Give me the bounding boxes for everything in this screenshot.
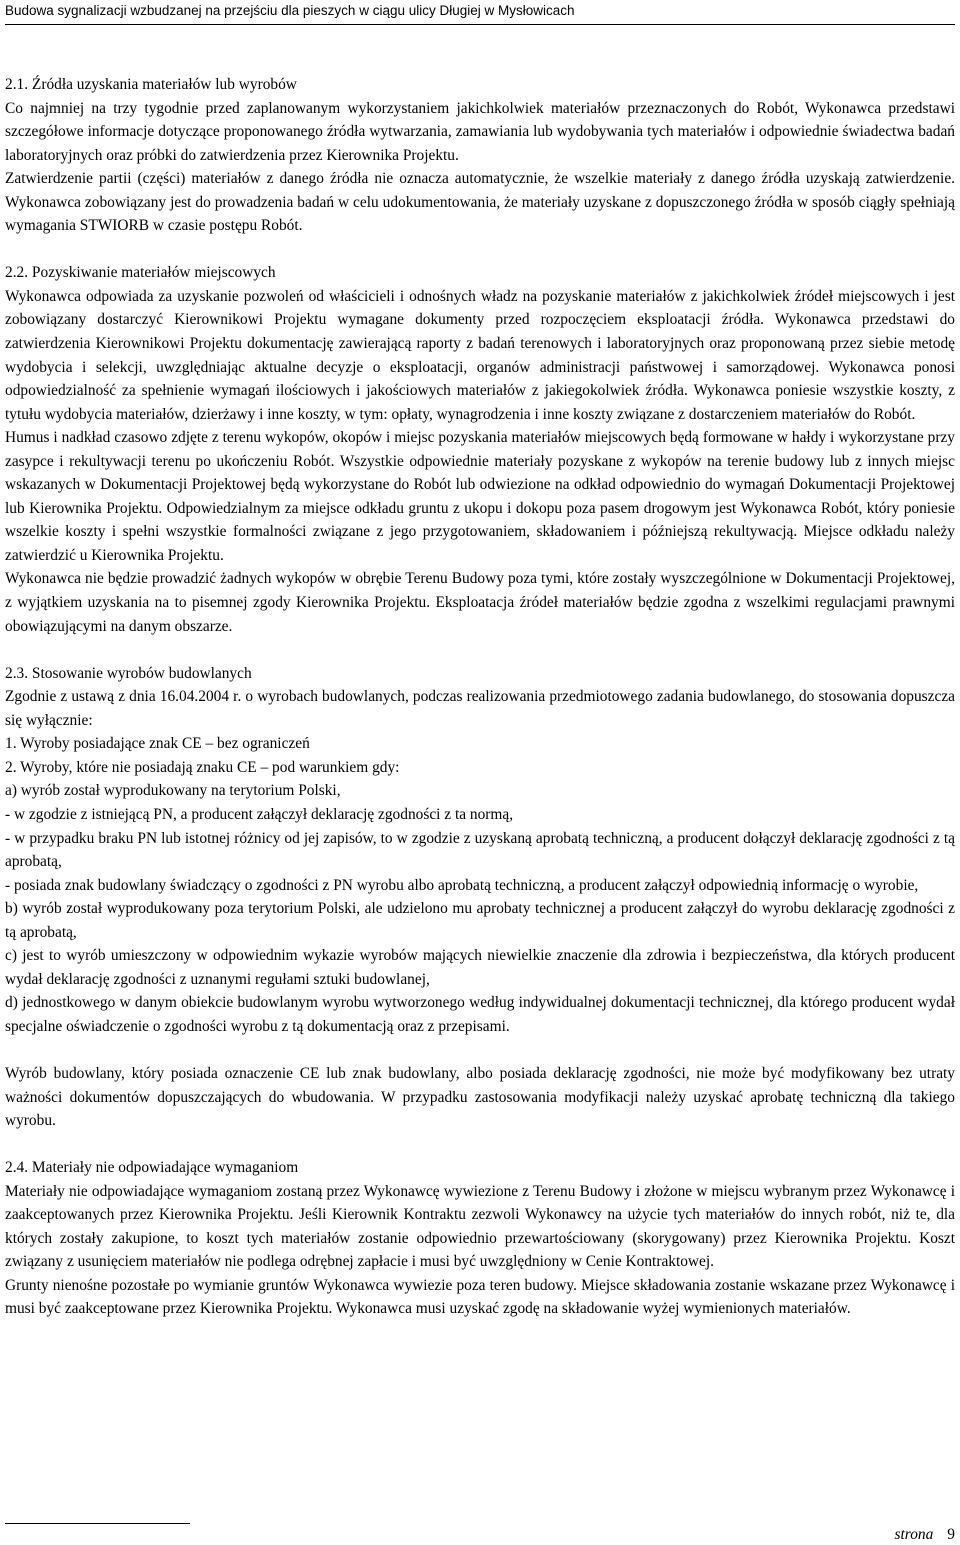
list-item: b) wyrób został wyprodukowany poza terytorium Polski, ale udzielono mu aprobaty technicznej a producent załączył do wyrobu deklarację zgodności z tą aprobatą, [5,900,955,941]
section-heading: 2.3. Stosowanie wyrobów budowlanych [5,664,252,682]
paragraph: Wykonawca nie będzie prowadzić żadnych wykopów w obrębie Terenu Budowy poza tymi, które zostały wyszczególnione w Dokumentacji Projektowej, z wyjątkiem uzyskania na to pisemnej zgody Kierownika Projektu. Eksploatacja źródeł materiałów będzie zgodna z wszelkimi regulacjami prawnymi obowiązującymi na danym obszarze. [5,570,955,635]
section-spacer [5,638,955,662]
list-item: - w zgodzie z istniejącą PN, a producent załączył deklarację zgodności z ta normą, [5,805,514,823]
paragraph: Zatwierdzenie partii (części) materiałów z danego źródła nie oznacza automatycznie, że wszelkie materiały z danego źródła uzyskają zatwierdzenie. Wykonawca zobowiązany jest do prowadzenia badań w celu udokumentowania, że materiały uzyskane z dopuszczonego źródła w sposób ciągły spełniają wymagania STWIORB w czasie postępu Robót. [5,170,955,235]
list-item: - w przypadku braku PN lub istotnej różnicy od jej zapisów, to w zgodzie z uzyskaną aprobatą techniczną, a producent dołączył deklarację zgodności z tą aprobatą, [5,829,955,871]
list-item: 1. Wyroby posiadające znak CE – bez ograniczeń [5,735,310,753]
list-item: 2. Wyroby, które nie posiadają znaku CE – pod warunkiem gdy: [5,758,400,776]
section-heading: 2.1. Źródła uzyskania materiałów lub wyrobów [5,76,297,93]
section-spacer [5,1133,955,1157]
paragraph: Wykonawca odpowiada za uzyskanie pozwoleń od właścicieli i odnośnych władz na pozyskanie materiałów z jakichkolwiek źródeł miejscowych i jest zobowiązany dostarczyć Kierownikowi Projektu wymagane dokumenty przed rozpoczęciem eksploatacji źródła. Wykonawca przedstawi do zatwierdzenia Kierownikowi Projektu dokumentację zawierającą raporty z badań terenowych i laboratoryjnych oraz proponowaną przez siebie metodę wydobycia i selekcji, uwzględniając aktualne decyzje o eksploatacji, organów administracji państwowej i samorządowej. Wykonawca ponosi odpowiedzialność za spełnienie wymagań ilościowych i jakościowych materiałów z jakiegokolwiek źródła. Wykonawca poniesie wszystkie koszty, z tytułu wydobycia materiałów, dzierżawy i inne koszty, w tym: opłaty, wynagrodzenia i inne koszty związane z dostarczeniem materiałów do Robót. [5,287,955,423]
paragraph: Co najmniej na trzy tygodnie przed zaplanowanym wykorzystaniem jakichkolwiek materiałów przeznaczonych do Robót, Wykonawca przedstawi szczegółowe informacje dotyczące proponowanego źródła wytwarzania, zamawiania lub wydobywania tych materiałów i odpowiednie świadectwa badań laboratoryjnych oraz próbki do zatwierdzenia przez Kierownika Projektu. [5,99,955,164]
running-header: Budowa sygnalizacji wzbudzanej na przejściu dla pieszych w ciągu ulicy Długiej w Mysłowicach [5,0,955,25]
paragraph: Materiały nie odpowiadające wymaganiom zostaną przez Wykonawcę wywiezione z Terenu Budowy i złożone w miejscu wybranym przez Wykonawcę i zaakceptowanych przez Kierownika Projektu. Jeśli Kierownik Kontraktu zezwoli Wykonawcy na użycie tych materiałów do innych robót, niż te, dla których zostały zakupione, to koszt tych materiałów zostanie odpowiednio przewartościowany (skorygowany) przez Kierownika Projektu. Koszt związany z usunięciem materiałów nie podlega odrębnej zapłacie i musi być uwzględniony w Cenie Kontraktowej. [5,1182,955,1271]
list-item: d) jednostkowego w danym obiekcie budowlanym wyrobu wytworzonego według indywidualnej dokumentacji technicznej, dla którego producent wydał specjalne oświadczenie o zgodności wyrobu z tą dokumentacją oraz z przepisami. [5,994,955,1035]
paragraph: Grunty nienośne pozostałe po wymianie gruntów Wykonawca wywiezie poza teren budowy. Miejsce składowania zostanie wskazane przez Wykonawcę i musi być zaakceptowane przez Kierownika Projektu. Wykonawca musi uzyskać zgodę na składowanie wyżej wymienionych materiałów. [5,1276,955,1318]
document-body [5,73,955,1321]
list-item: c) jest to wyrób umieszczony w odpowiednim wykazie wyrobów mających niewielkie znaczenie dla zdrowia i bezpieczeństwa, dla których producent wydał deklarację zgodności z uznanymi regułami sztuki budowlanej, [5,947,955,988]
paragraph: Zgodnie z ustawą z dnia 16.04.2004 r. o wyrobach budowlanych, podczas realizowania przedmiotowego zadania budowlanego, do stosowania dopuszcza się wyłącznie: [5,688,955,729]
page-label: strona [894,1526,934,1543]
paragraph: Humus i nadkład czasowo zdjęte z terenu wykopów, okopów i miejsc pozyskania materiałów miejscowych będą formowane w hałdy i wykorzystane przy zasypce i rekultywacji terenu po ukończeniu Robót. Wszystkie odpowiednie materiały pozyskane z wykopów na terenie budowy lub z innych miejsc wskazanych w Dokumentacji Projektowej będą wykorzystane do Robót lub odwiezione na odkład odpowiednio do wymagań Dokumentacji Projektowej lub Kierownika Projektu. Odpowiedzialnym za miejsce odkładu gruntu z ukopu i dokopu poza pasem drogowym jest Wykonawca Robót, który poniesie wszelkie koszty i spełni wszystkie formalności związane z jego przygotowaniem, składowaniem i późniejszą rekultywacją. Miejsce odkładu należy zatwierdzić u Kierownika Projektu. [5,429,955,564]
section-heading: 2.2. Pozyskiwanie materiałów miejscowych [5,264,276,282]
list-item: - posiada znak budowlany świadczący o zgodności z PN wyrobu albo aprobatą techniczną, a producent załączył odpowiednią informację o wyrobie, [5,876,919,894]
section-spacer [5,238,955,262]
paragraph: Wyrób budowlany, który posiada oznaczenie CE lub znak budowlany, albo posiada deklarację zgodności, nie może być modyfikowany bez utraty ważności dokumentów dopuszczających do wbudowania. W przypadku zastosowania modyfikacji należy uzyskać aprobatę techniczną dla takiego wyrobu. [5,1064,955,1130]
section-spacer [5,1038,955,1062]
list-item: a) wyrób został wyprodukowany na terytorium Polski, [5,782,341,800]
section-heading: 2.4. Materiały nie odpowiadające wymaganiom [5,1159,299,1177]
page-footer [895,1526,955,1544]
footer-rule [5,1523,190,1524]
page-number: 9 [947,1526,955,1543]
